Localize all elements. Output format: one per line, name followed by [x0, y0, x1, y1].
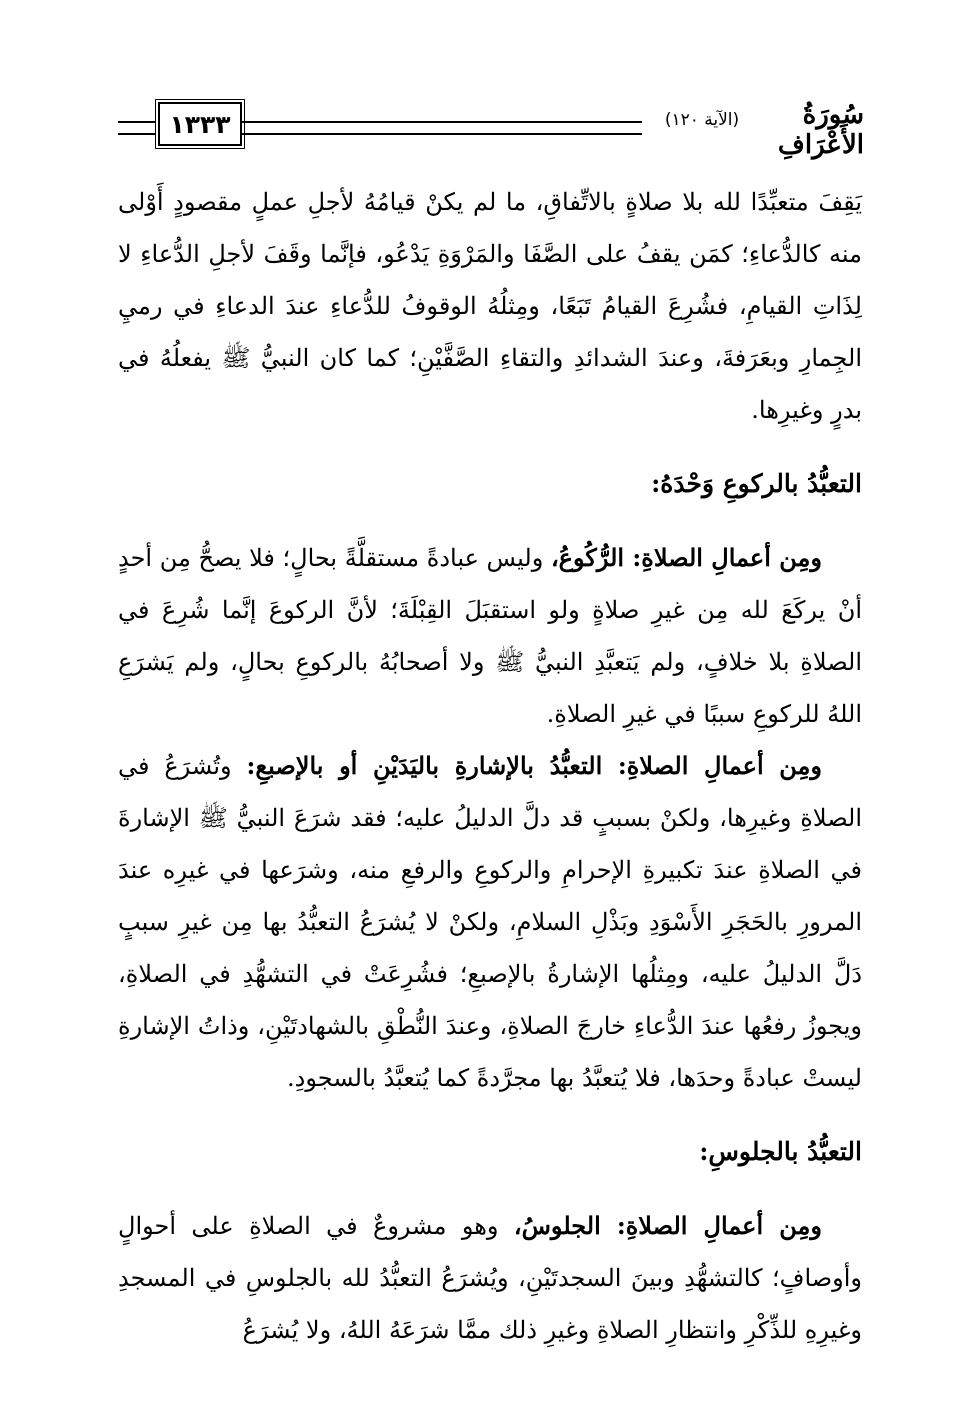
paragraph-4: [118, 1200, 862, 1356]
paragraph-2-text: وليس عبادةً مستقلَّةً بحالٍ؛ فلا يصحُّ مِن أحدٍ أنْ يركَعَ لله مِن غيرِ صلاةٍ ولو استقبَلَ القِبْلَةَ؛ لأنَّ الركوعَ إنَّما شُرِعَ في الصلاةِ بلا خلافٍ، ولم يَتعبَّدِ النبيُّ ﷺ ولا أصحابُهُ بالركوعِ بحالٍ، ولم يَشرَعِ اللهُ للركوعِ سببًا في غيرِ الصلاةِ.: [118, 544, 862, 728]
paragraph-3-text: وتُشرَعُ في الصلاةِ وغيرِها، ولكنْ بسببٍ قد دلَّ الدليلُ عليه؛ فقد شرَعَ النبيُّ ﷺ الإشارةَ في الصلاةِ عندَ تكبيرةِ الإحرامِ والركوعِ والرفعِ منه، وشرَعها في غيرِه عندَ المرورِ بالحَجَرِ الأَسْوَدِ وبَذْلِ السلامِ، ولكنْ لا يُشرَعُ التعبُّدُ بها مِن غيرِ سببٍ دَلَّ الدليلُ عليه، ومِثلُها الإشارةُ بالإصبعِ؛ فشُرِعَتْ في التشهُّدِ في الصلاةِ، ويجوزُ رفعُها عندَ الدُّعاءِ خارجَ الصلاةِ، وعندَ النُّطْقِ بالشهادتَيْنِ، وذاتُ الإشارةِ ليستْ عبادةً وحدَها، فلا يُتعبَّدُ بها مجرَّدةً كما يُتعبَّدُ بالسجودِ.: [118, 752, 862, 1092]
page-header: [118, 96, 864, 160]
surah-title: سُورَةُ الأَعْرَافِ: [777, 100, 864, 160]
paragraph-3: [118, 740, 862, 1104]
paragraph-1: يَقِفَ متعبِّدًا لله بلا صلاةٍ بالاتِّفاقِ، ما لم يكنْ قيامُهُ لأجلِ عملٍ مقصودٍ أَوْلى منه كالدُّعاءِ؛ كمَن يقفُ على الصَّفَا والمَرْوَةِ يَدْعُو، فإنَّما وقَفَ لأجلِ الدُّعاءِ لا لِذَاتِ القيامِ، فشُرِعَ القيامُ تَبَعًا، ومِثلُهُ الوقوفُ للدُّعاءِ عندَ الدعاءِ في رميِ الجِمارِ وبعَرَفةَ، وعندَ الشدائدِ والتقاءِ الصَّفَّيْنِ؛ كما كان النبيُّ ﷺ يفعلُهُ في بدرٍ وغيرِها.: [118, 188, 863, 424]
verse-reference: (الآية ١٢٠): [664, 110, 740, 130]
header-rule-right: [242, 121, 642, 135]
paragraph-2-lead: ومِن أعمالِ الصلاةِ: الرُّكُوعُ،: [550, 543, 822, 572]
heading-julus: التعبُّدُ بالجلوسِ:: [699, 1137, 862, 1166]
page-body: [118, 176, 862, 1356]
paragraph-4-text: وهو مشروعٌ في الصلاةِ على أحوالٍ وأوصافٍ؛ كالتشهُّدِ وبينَ السجدتَيْنِ، ويُشرَعُ التعبُّدُ لله بالجلوسِ في المسجدِ وغيرِهِ للذِّكْرِ وانتظارِ الصلاةِ وغيرِ ذلك ممَّا شرَعَهُ اللهُ، ولا يُشرَعُ: [118, 1212, 862, 1344]
page-number: ١٣٣٣: [158, 102, 242, 146]
header-rule-left: [118, 121, 156, 135]
paragraph-3-lead: ومِن أعمالِ الصلاةِ: التعبُّدُ بالإشارةِ باليَدَيْنِ أو بالإصبعِ:: [246, 751, 822, 780]
heading-ruku: التعبُّدُ بالركوعِ وَحْدَهُ:: [651, 469, 862, 498]
paragraph-4-lead: ومِن أعمالِ الصلاةِ: الجلوسُ،: [513, 1211, 822, 1240]
paragraph-2: [118, 532, 862, 740]
